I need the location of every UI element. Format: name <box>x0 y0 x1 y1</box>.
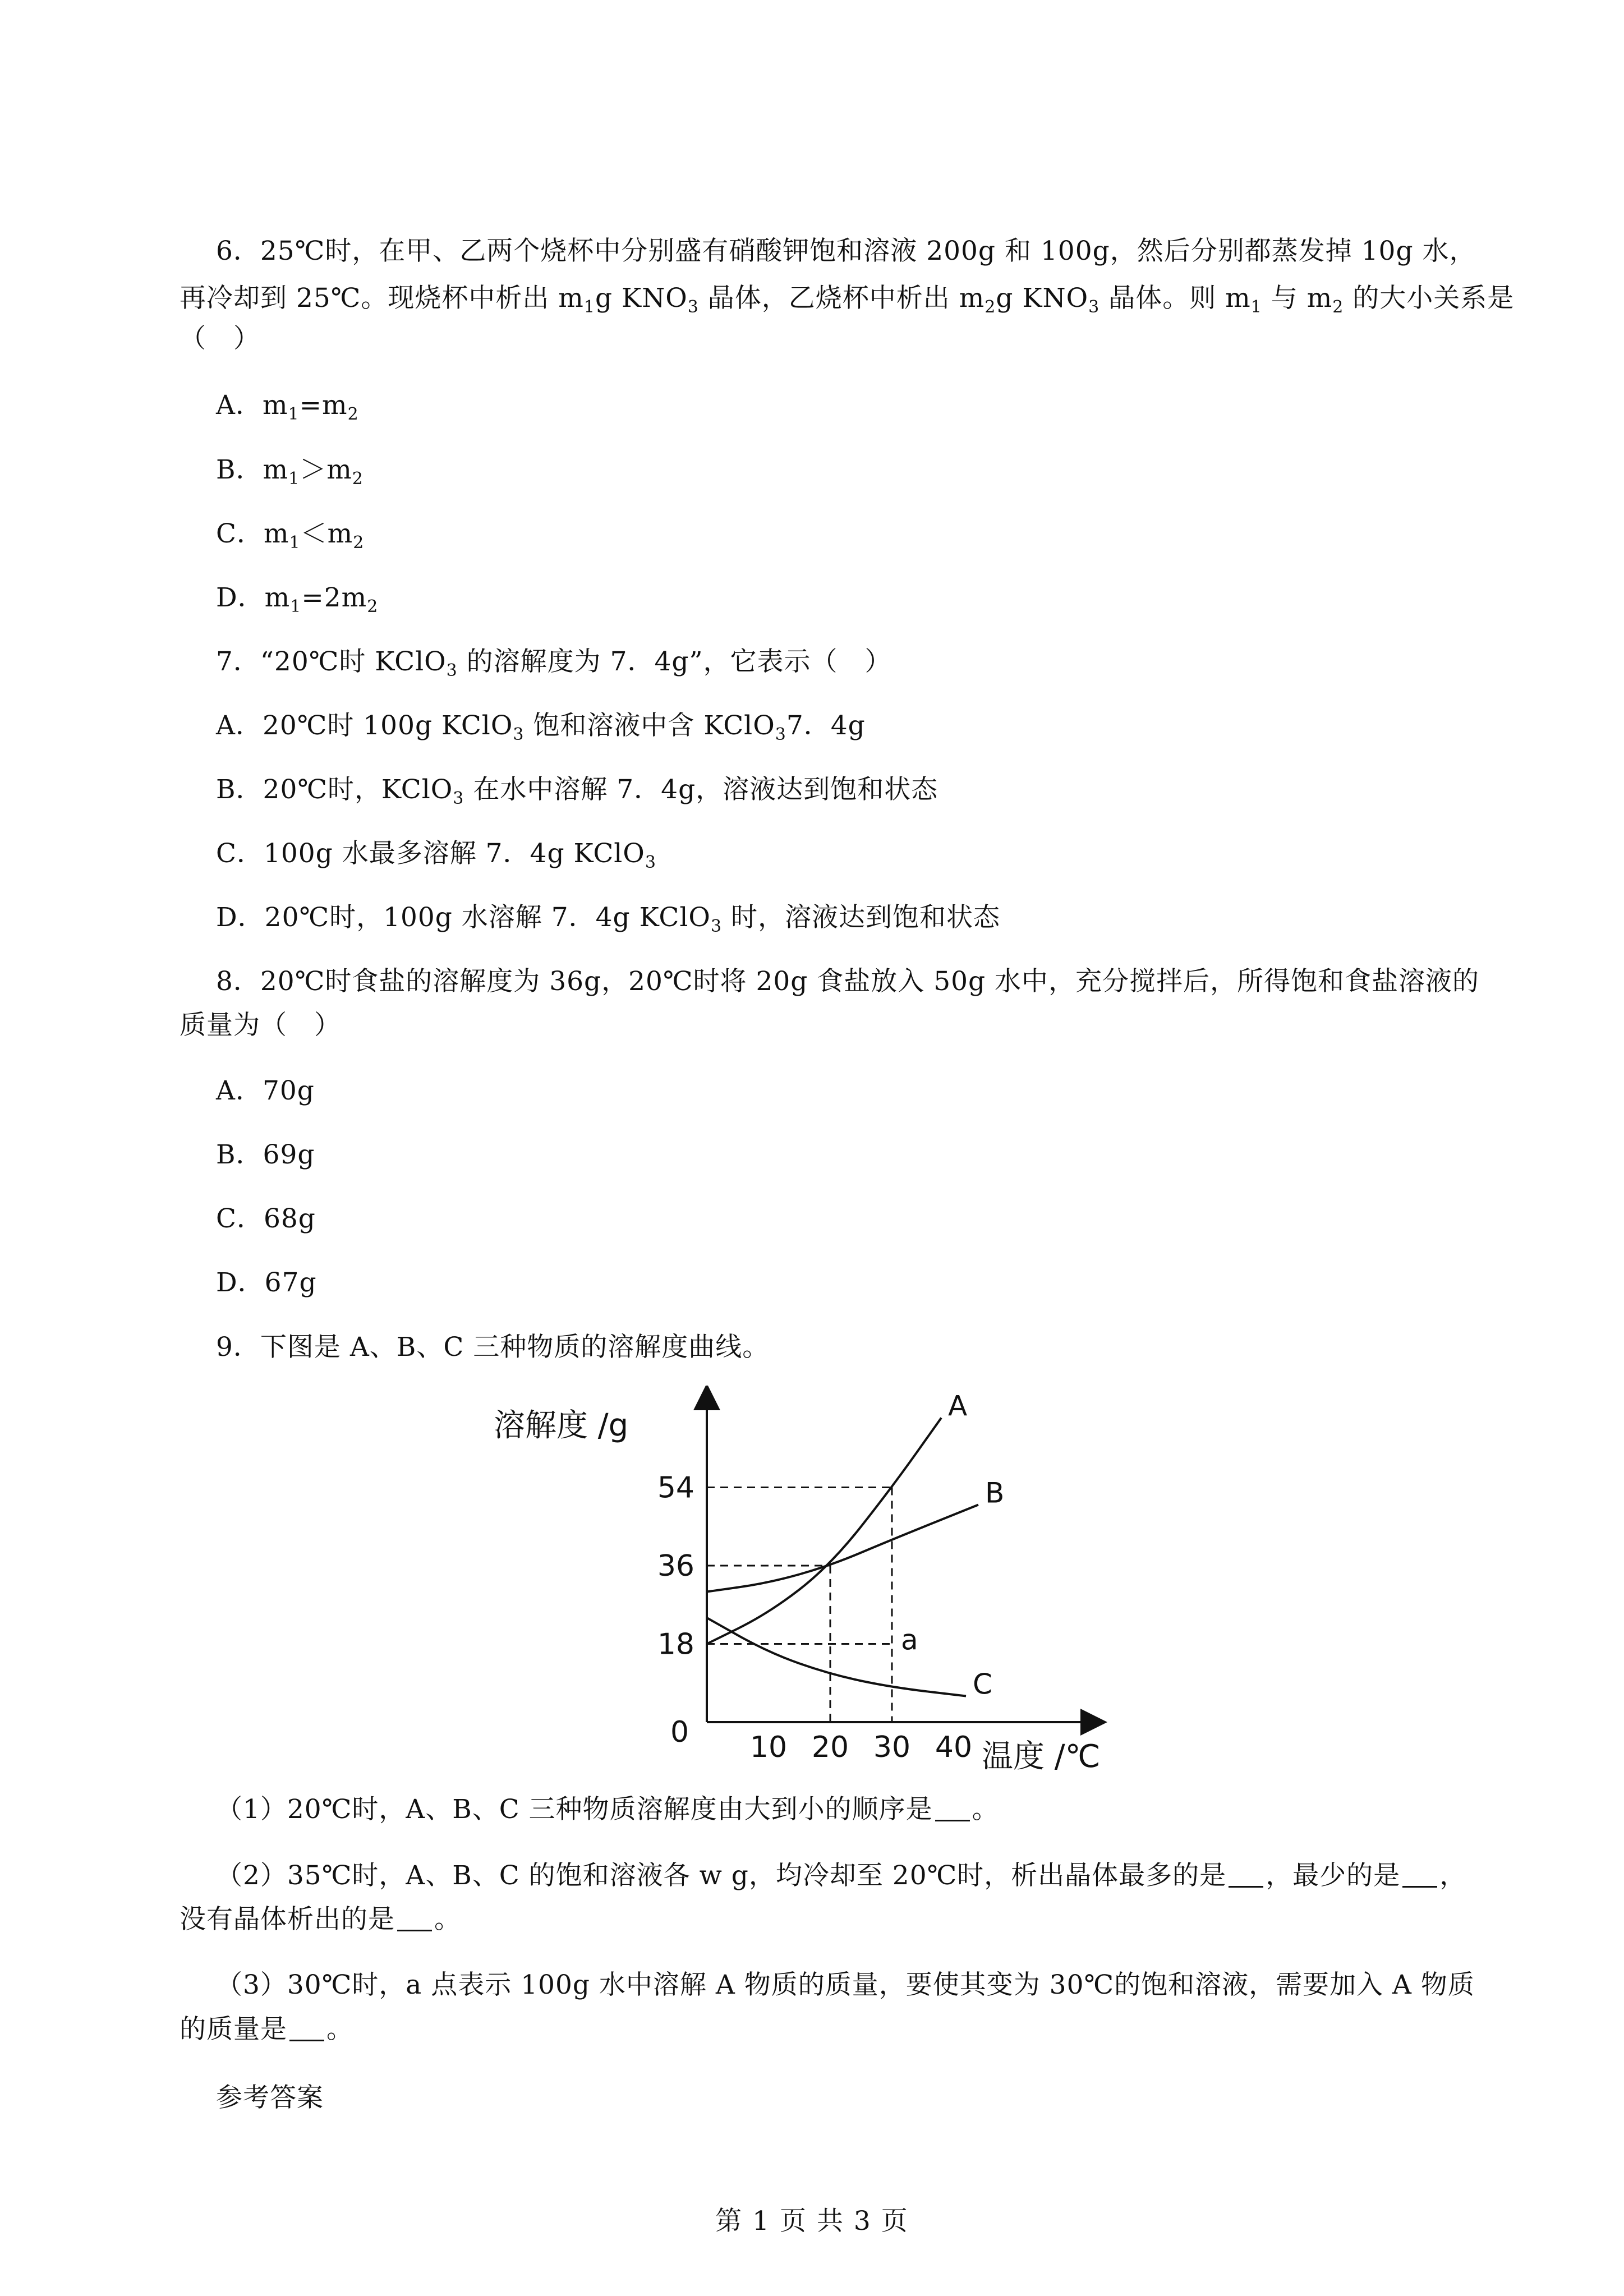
y-tick-labels <box>657 1471 694 1662</box>
answer-blank[interactable] <box>397 1907 432 1931</box>
q6-stem-line1: 6．25℃时，在甲、乙两个烧杯中分别盛有硝酸钾饱和溶液 200g 和 100g，然后分别都蒸发掉 10g 水， <box>216 236 1476 266</box>
q8-stem-line2: 质量为（ ） <box>180 1010 341 1041</box>
answer-blank[interactable] <box>935 1797 970 1821</box>
answer-blank[interactable] <box>1402 1864 1437 1888</box>
q6-stem-line3: （ ） <box>180 323 260 354</box>
curve-C <box>707 1618 966 1696</box>
x-tick-40: 40 <box>935 1731 973 1764</box>
x-axis-label: 温度 /℃ <box>982 1738 1101 1775</box>
q7-option-a: A．20℃时 100g KClO$_3$ 饱和溶液中含 KClO$_3$7．4g <box>216 710 866 744</box>
series-label-A: A <box>948 1389 968 1423</box>
q9-sub2-line2: 没有晶体析出的是 。 <box>180 1904 461 1935</box>
q6-stem-line2: 再冷却到 25℃。现烧杯中析出 $m_1g$ $KNO_3$ 晶体，乙烧杯中析出 $m_2g$ $KNO_3$ 晶体。则 $m_1$ 与 $m_2$ 的大小关系是 <box>180 283 1515 317</box>
curves <box>707 1418 978 1696</box>
y-tick-54: 54 <box>657 1471 694 1505</box>
annotation-a: a <box>901 1623 918 1657</box>
answer-blank[interactable] <box>1229 1864 1263 1888</box>
solubility-chart <box>488 1386 1150 1778</box>
q9-sub3-line1: （3）30℃时，a 点表示 100g 水中溶解 A 物质的质量，要使其变为 30℃的饱和溶液，需要加入 A 物质 <box>216 1970 1475 2000</box>
series-label-C: C <box>973 1668 992 1701</box>
q9-sub3-line2: 的质量是 。 <box>180 2014 353 2045</box>
answer-blank[interactable] <box>289 2017 324 2041</box>
q8-option-b: B．69g <box>216 1139 315 1170</box>
answer-heading: 参考答案 <box>216 2082 324 2113</box>
q7-option-d: D．20℃时，100g 水溶解 7．4g KClO$_3$ 时，溶液达到饱和状态 <box>216 902 1000 936</box>
q8-option-d: D．67g <box>216 1267 317 1298</box>
x-tick-20: 20 <box>811 1731 849 1764</box>
y-axis-label: 溶解度 /g <box>494 1407 629 1444</box>
q6-option-b: B．$m_1>m_2$ <box>216 454 364 489</box>
q9-sub1: （1）20℃时，A、B、C 三种物质溶解度由大到小的顺序是 。 <box>216 1794 999 1825</box>
q8-option-a: A．70g <box>216 1075 315 1106</box>
series-label-B: B <box>985 1476 1005 1510</box>
y-tick-36: 36 <box>657 1549 694 1583</box>
x-tick-labels <box>750 1731 972 1764</box>
page-footer: 第 1 页 共 3 页 <box>715 2206 909 2237</box>
curve-A <box>707 1418 941 1644</box>
q7-option-b: B．20℃时，KClO$_3$ 在水中溶解 7．4g，溶液达到饱和状态 <box>216 774 938 808</box>
x-tick-10: 10 <box>749 1731 788 1764</box>
q8-stem-line1: 8．20℃时食盐的溶解度为 36g，20℃时将 20g 食盐放入 50g 水中，充分搅拌后，所得饱和食盐溶液的 <box>216 966 1480 997</box>
series-labels <box>948 1390 1004 1701</box>
q7-stem: 7．“20℃时 KClO$_3$ 的溶解度为 7．4g”，它表示（ ） <box>216 646 892 680</box>
q9-stem: 9．下图是 A、B、C 三种物质的溶解度曲线。 <box>216 1332 770 1363</box>
q6-option-a: A．$m_1=m_2$ <box>216 390 359 424</box>
annotations <box>901 1624 918 1657</box>
q8-option-c: C．68g <box>216 1203 316 1234</box>
x-tick-30: 30 <box>873 1731 911 1764</box>
q6-option-d: D．$m_1=2m_2$ <box>216 582 379 616</box>
q9-sub2-line1: （2）35℃时，A、B、C 的饱和溶液各 w g，均冷却至 20℃时，析出晶体最多的是 ，最少的是 ， <box>216 1860 1467 1891</box>
y-tick-18: 18 <box>657 1627 694 1662</box>
q6-option-c: C．$m_1<m_2$ <box>216 518 365 553</box>
origin-label: 0 <box>670 1715 689 1749</box>
q7-option-c: C．100g 水最多溶解 7．4g KClO$_3$ <box>216 838 656 872</box>
